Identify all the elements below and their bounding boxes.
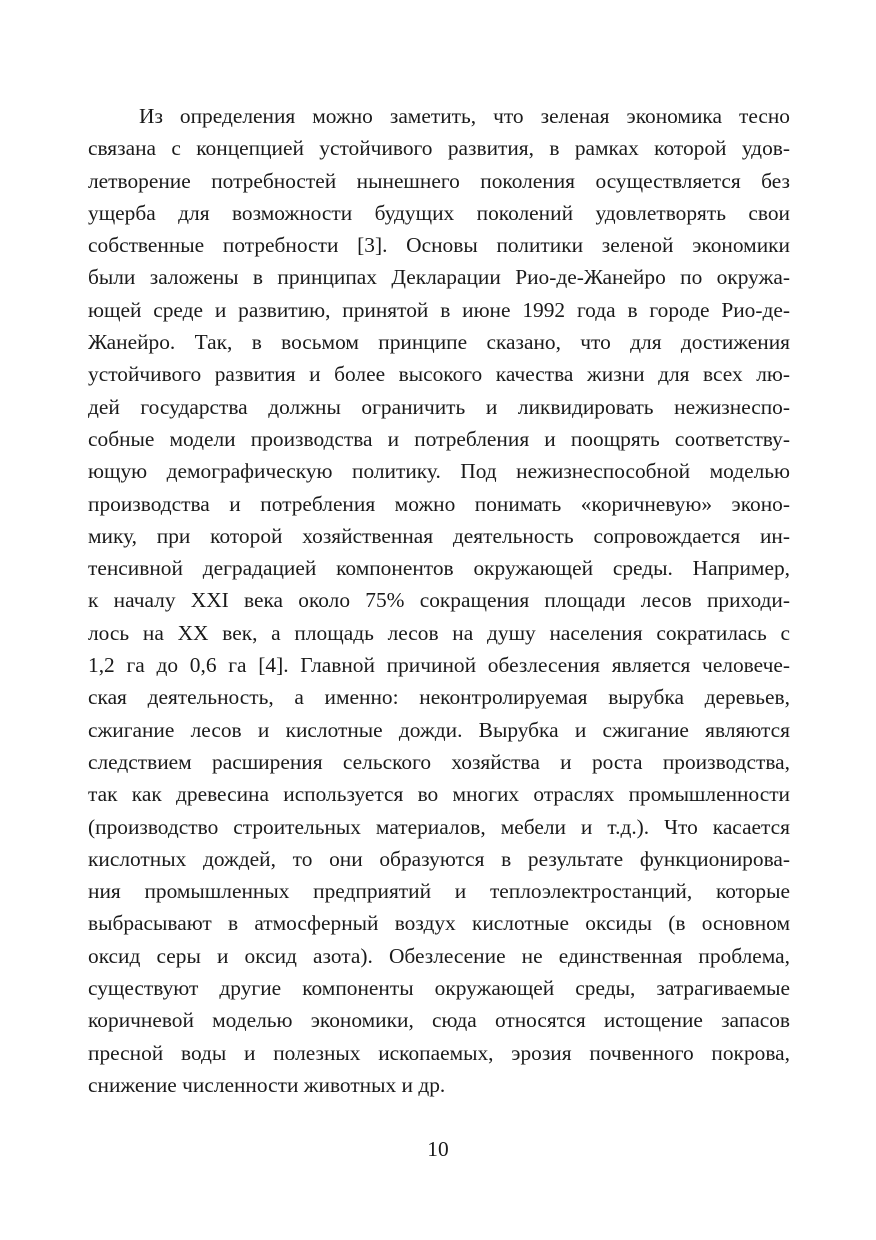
paragraph-line: (производство строительных материалов, мебели и т.д.). Что касается [88,814,790,839]
paragraph-line: были заложены в принципах Декларации Рио-де-Жанейро по окружа- [88,265,790,290]
paragraph-line: летворение потребностей нынешнего поколения осуществляется без [88,168,790,193]
paragraph-line: Жанейро. Так, в восьмом принципе сказано, что для достижения [88,330,790,355]
paragraph-line: Из определения можно заметить, что зеленая экономика тесно [139,104,790,128]
paragraph-line: 1,2 га до 0,6 га [4]. Главной причиной обезлесения является человече- [88,653,790,678]
paragraph-line: к началу XXI века около 75% сокращения площади лесов приходи- [88,588,790,613]
paragraph-line: ния промышленных предприятий и теплоэлектростанций, которые [88,879,790,904]
paragraph-line: ская деятельность, а именно: неконтролируемая вырубка деревьев, [88,685,790,710]
paragraph-line: ющей среде и развитию, принятой в июне 1992 года в городе Рио-де- [88,297,790,322]
paragraph-line: так как древесина используется во многих отраслях промышленности [88,782,790,807]
paragraph-line: лось на XX век, а площадь лесов на душу населения сократилась с [88,620,790,645]
paragraph-line: мику, при которой хозяйственная деятельность сопровождается ин- [88,523,790,548]
paragraph-line: сжигание лесов и кислотные дожди. Вырубка и сжигание являются [88,717,790,742]
paragraph-line: оксид серы и оксид азота). Обезлесение не единственная проблема, [88,943,790,968]
paragraph-line: следствием расширения сельского хозяйства и роста производства, [88,749,790,774]
paragraph-line: существуют другие компоненты окружающей среды, затрагиваемые [88,976,790,1001]
paragraph-line: устойчивого развития и более высокого качества жизни для всех лю- [88,362,790,387]
paragraph-line: пресной воды и полезных ископаемых, эрозия почвенного покрова, [88,1040,790,1065]
paragraph-line: собные модели производства и потребления и поощрять соответству- [88,426,790,451]
paragraph-line: ущерба для возможности будущих поколений удовлетворять свои [88,200,790,225]
paragraph-line: коричневой моделью экономики, сюда относятся истощение запасов [88,1008,790,1033]
paragraph-line: выбрасывают в атмосферный воздух кислотные оксиды (в основном [88,911,790,936]
page-number: 10 [427,1137,449,1161]
paragraph-line: тенсивной деградацией компонентов окружающей среды. Например, [88,556,790,581]
paragraph-line: дей государства должны ограничить и ликвидировать нежизнеспо- [88,394,790,419]
body-paragraph [88,100,790,1101]
paragraph-line: ющую демографическую политику. Под нежизнеспособной моделью [88,459,790,484]
paragraph-line: производства и потребления можно понимать «коричневую» эконо- [88,491,790,516]
paragraph-line: кислотных дождей, то они образуются в результате функционирова- [88,846,790,871]
paragraph-line: собственные потребности [3]. Основы политики зеленой экономики [88,233,790,258]
paragraph-line: снижение численности животных и др. [88,1072,446,1097]
paragraph-line: связана с концепцией устойчивого развития, в рамках которой удов- [88,136,790,161]
